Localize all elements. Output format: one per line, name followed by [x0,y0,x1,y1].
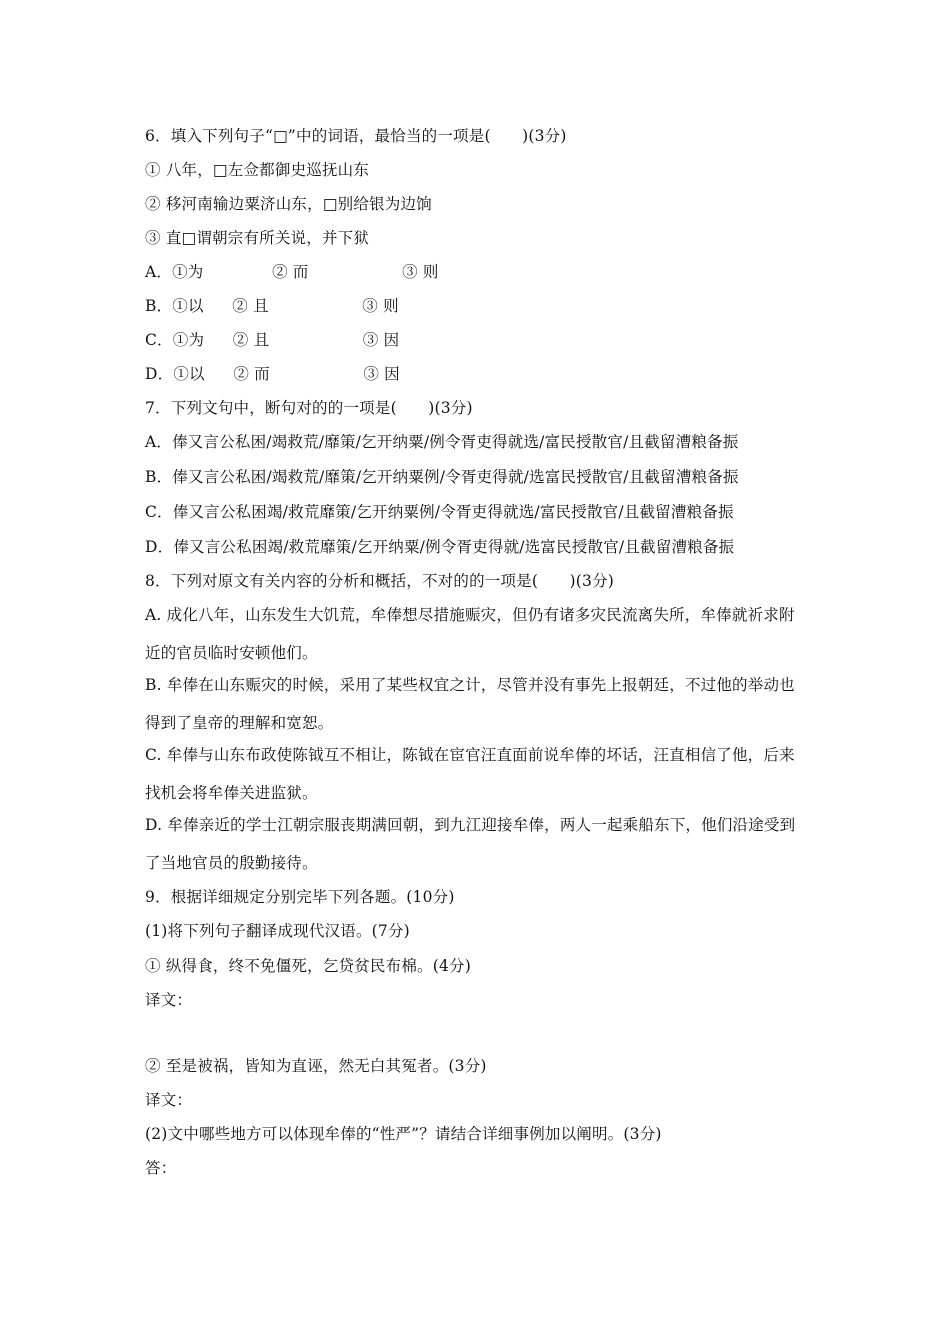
question-6-option-d [145,364,400,384]
option-part-2: ② 而 [233,365,270,383]
question-6-option-b [145,296,399,316]
question-8-stem: 8．下列对原文有关内容的分析和概括，不对的的一项是( )(3分) [145,572,615,590]
option-part-1: ①以 [173,365,205,383]
question-8-option-a: A. 成化八年，山东发生大饥荒，牟俸想尽措施赈灾，但仍有诸多灾民流离失所，牟俸就祈求附近的官员临时安顿他们。 [145,606,795,662]
option-part-1: ①为 [172,263,204,281]
option-label: B． [145,297,173,315]
question-7-stem: 7．下列文句中，断句对的的一项是( )(3分) [145,399,473,417]
option-part-2: ② 且 [232,331,270,349]
question-9-part-1: (1)将下列句子翻译成现代汉语。(7分) [145,922,410,940]
question-6-sentence-3: ③ 直□谓朝宗有所关说，并下狱 [145,229,370,247]
question-9-sentence-1: ① 纵得食，终不免僵死，乞贷贫民布棉。(4分) [145,957,471,975]
question-6-sentence-1: ① 八年，□左佥都御史巡抚山东 [145,161,370,179]
option-label: D． [145,365,174,383]
question-6-sentence-2: ② 移河南输边粟济山东，□别给银为边饷 [145,195,432,213]
question-7-option-a: A．俸又言公私困/竭救荒/靡策/乞开纳粟/例令胥吏得就选/富民授散官/且截留漕粮备振 [145,433,739,451]
question-7-option-c: C．俸又言公私困竭/救荒靡策/乞开纳粟例/令胥吏得就选/富民授散官/且截留漕粮备振 [145,503,734,521]
option-part-1: ①为 [172,331,205,349]
question-6-option-c [145,330,399,350]
option-part-3: ③ 因 [363,365,400,383]
option-part-3: ③ 则 [362,297,399,315]
question-8-option-b: B. 牟俸在山东赈灾的时候，采用了某些权宜之计，尽管并没有事先上报朝廷，不过他的举动也得到了皇帝的理解和宽恕。 [145,676,795,732]
question-6-option-a [145,262,439,282]
answer-label: 答： [145,1159,177,1177]
option-part-3: ③ 因 [362,331,400,349]
option-part-2: ② 且 [232,297,269,315]
translation-label-1: 译文： [145,991,193,1009]
question-9-stem: 9．根据详细规定分别完毕下列各题。(10分) [145,888,455,906]
question-7-option-b: B．俸又言公私困/竭救荒/靡策/乞开纳粟例/令胥吏得就/选富民授散官/且截留漕粮备振 [145,468,739,486]
option-part-1: ①以 [172,297,204,315]
question-8-option-d: D. 牟俸亲近的学士江朝宗服丧期满回朝，到九江迎接牟俸，两人一起乘船东下，他们沿途受到了当地官员的殷勤接待。 [145,816,796,872]
question-9-part-2: (2)文中哪些地方可以体现牟俸的“性严”？请结合详细事例加以阐明。(3分) [145,1125,662,1143]
option-label: A． [145,263,173,281]
option-part-2: ② 而 [272,263,309,281]
question-6-stem: 6．填入下列句子“□”中的词语，最恰当的一项是( )(3分) [145,127,567,145]
question-7-option-d: D．俸又言公私困竭/救荒靡策/乞开纳粟/例令胥吏得就/选富民授散官/且截留漕粮备振 [145,538,735,556]
question-9-sentence-2: ② 至是被祸，皆知为直诬，然无白其冤者。(3分) [145,1057,487,1075]
question-8-option-c: C. 牟俸与山东布政使陈钺互不相让，陈钺在宦官汪直面前说牟俸的坏话，汪直相信了他，后来找机会将牟俸关进监狱。 [145,746,795,802]
translation-label-2: 译文： [145,1091,193,1109]
option-part-3: ③ 则 [402,263,439,281]
option-label: C． [145,331,173,349]
